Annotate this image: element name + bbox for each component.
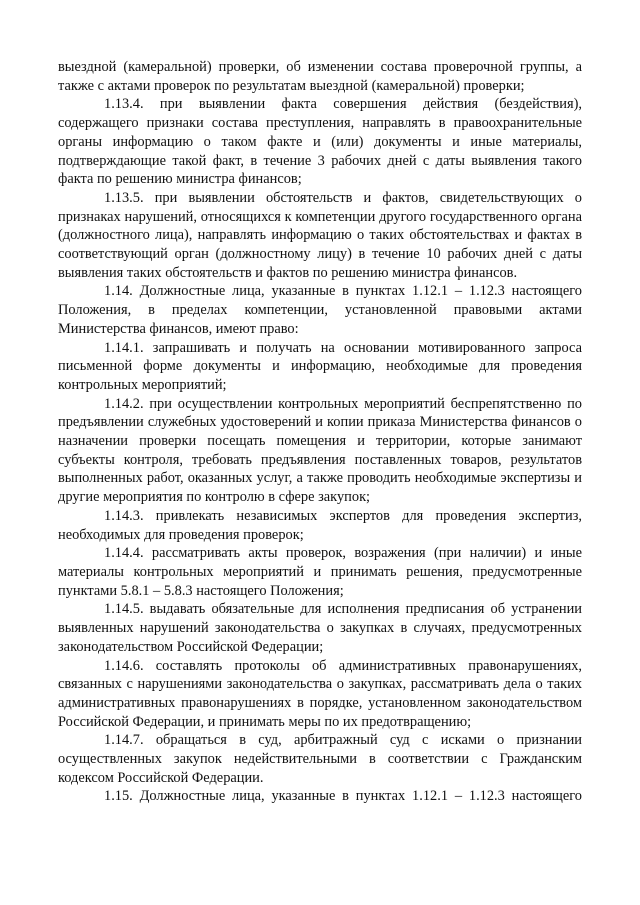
paragraph-1-14-1: 1.14.1. запрашивать и получать на основании мотивированного запроса письменной форме документы и информацию, необходимые для проведения контрольных мероприятий; (58, 339, 582, 393)
paragraph-1-15-start: 1.15. Должностные лица, указанные в пунктах 1.12.1 – 1.12.3 настоящего (104, 788, 582, 805)
paragraph-1-13-3-continuation: выездной (камеральной) проверки, об изменении состава проверочной группы, а также с актами проверок по результатам выездной (камеральной) проверки; (58, 59, 582, 94)
paragraph-1-14-2: 1.14.2. при осуществлении контрольных мероприятий беспрепятственно по предъявлении служебных удостоверений и копии приказа Министерства финансов о назначении проверки посещать помещения и территории, которые занимают субъекты контроля, требовать предъявления поставленных товаров, результатов выполненных работ, оказанных услуг, а также проводить необходимые экспертизы и другие мероприятия по контролю в сфере закупок; (58, 395, 582, 506)
paragraph-1-14-3: 1.14.3. привлекать независимых экспертов для проведения экспертиз, необходимых для проведения проверок; (58, 507, 582, 543)
paragraph-1-14-5: 1.14.5. выдавать обязательные для исполнения предписания об устранении выявленных нарушений законодательства о закупках в случаях, предусмотренных законодательством Российской Федерации; (58, 601, 582, 655)
paragraph-1-14-7: 1.14.7. обращаться в суд, арбитражный суд с исками о признании осуществленных закупок недействительными в соответствии с Гражданским кодексом Российской Федерации. (58, 732, 582, 786)
paragraph-1-13-4: 1.13.4. при выявлении факта совершения действия (бездействия), содержащего признаки состава преступления, направлять в правоохранительные органы информацию о таком факте и (или) документы и иные материалы, подтверждающие такой факт, в течение 3 рабочих дней с даты выявления такого факта по решению министра финансов; (58, 96, 582, 188)
paragraph-1-14: 1.14. Должностные лица, указанные в пунктах 1.12.1 – 1.12.3 настоящего Положения, в пределах компетенции, установленной правовыми актами Министерства финансов, имеют право: (58, 283, 582, 337)
document-page (58, 58, 582, 806)
paragraph-1-14-4: 1.14.4. рассматривать акты проверок, возражения (при наличии) и иные материалы контрольных мероприятий и принимать решения, предусмотренные пунктами 5.8.1 – 5.8.3 настоящего Положения; (58, 545, 582, 599)
paragraph-1-14-6: 1.14.6. составлять протоколы об административных правонарушениях, связанных с нарушениями законодательства о закупках, рассматривать дела о таких административных правонарушениях в порядке, установленном законодательством Российской Федерации, и принимать меры по их предотвращению; (58, 657, 582, 730)
paragraph-1-13-5: 1.13.5. при выявлении обстоятельств и фактов, свидетельствующих о признаках нарушений, относящихся к компетенции другого государственного органа (должностного лица), направлять информацию о таких обстоятельствах и фактах в соответствующий орган (должностному лицу) в течение 10 рабочих дней с даты выявления таких обстоятельств и фактов по решению министра финансов. (58, 189, 582, 281)
